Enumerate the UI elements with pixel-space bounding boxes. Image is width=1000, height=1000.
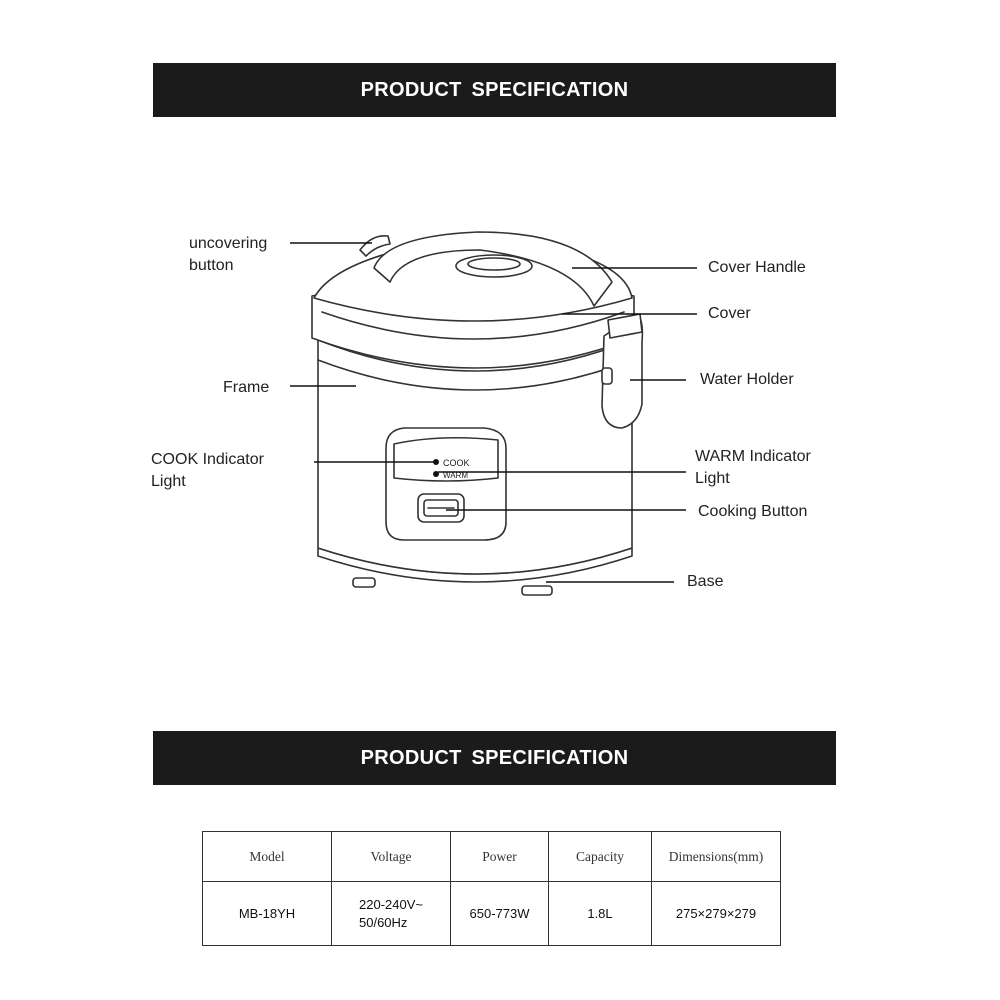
- label-cover-handle: Cover Handle: [708, 259, 806, 276]
- panel-warm-text: WARM: [443, 471, 469, 480]
- spec-table: [202, 831, 781, 946]
- label-water-holder: Water Holder: [700, 371, 794, 388]
- header-model: Model: [203, 832, 332, 882]
- label-uncovering-button: uncovering button: [189, 235, 268, 274]
- cell-power: 650-773W: [451, 882, 549, 946]
- foot-left: [353, 578, 375, 587]
- panel-cook-text: COOK: [443, 458, 470, 468]
- label-cooking-button: Cooking Button: [698, 503, 808, 520]
- label-warm-indicator: WARM Indicator Light: [695, 448, 811, 487]
- voltage-line-1: 220-240V~: [359, 896, 423, 912]
- cell-capacity: 1.8L: [549, 882, 652, 946]
- header-dimensions: Dimensions(mm): [652, 832, 781, 882]
- section-title-top-text: PRODUCT SPECIFICATION: [360, 78, 629, 101]
- foot-right: [522, 586, 552, 595]
- section-title-bottom: [153, 731, 836, 785]
- header-power: Power: [451, 832, 549, 882]
- spec-header-row: [203, 832, 781, 882]
- label-base: Base: [687, 573, 724, 590]
- voltage-value: [359, 896, 423, 932]
- cell-dimensions: 275×279×279: [652, 882, 781, 946]
- header-capacity: Capacity: [549, 832, 652, 882]
- voltage-line-2: 50/60Hz: [359, 914, 408, 930]
- header-voltage: Voltage: [332, 832, 451, 882]
- label-cover: Cover: [708, 305, 751, 322]
- cell-voltage: [332, 882, 451, 946]
- label-frame: Frame: [223, 379, 270, 396]
- cell-model: MB-18YH: [203, 882, 332, 946]
- label-cook-indicator: COOK Indicator Light: [151, 451, 264, 490]
- spec-data-row: [203, 882, 781, 946]
- section-title-bottom-text: PRODUCT SPECIFICATION: [360, 746, 629, 769]
